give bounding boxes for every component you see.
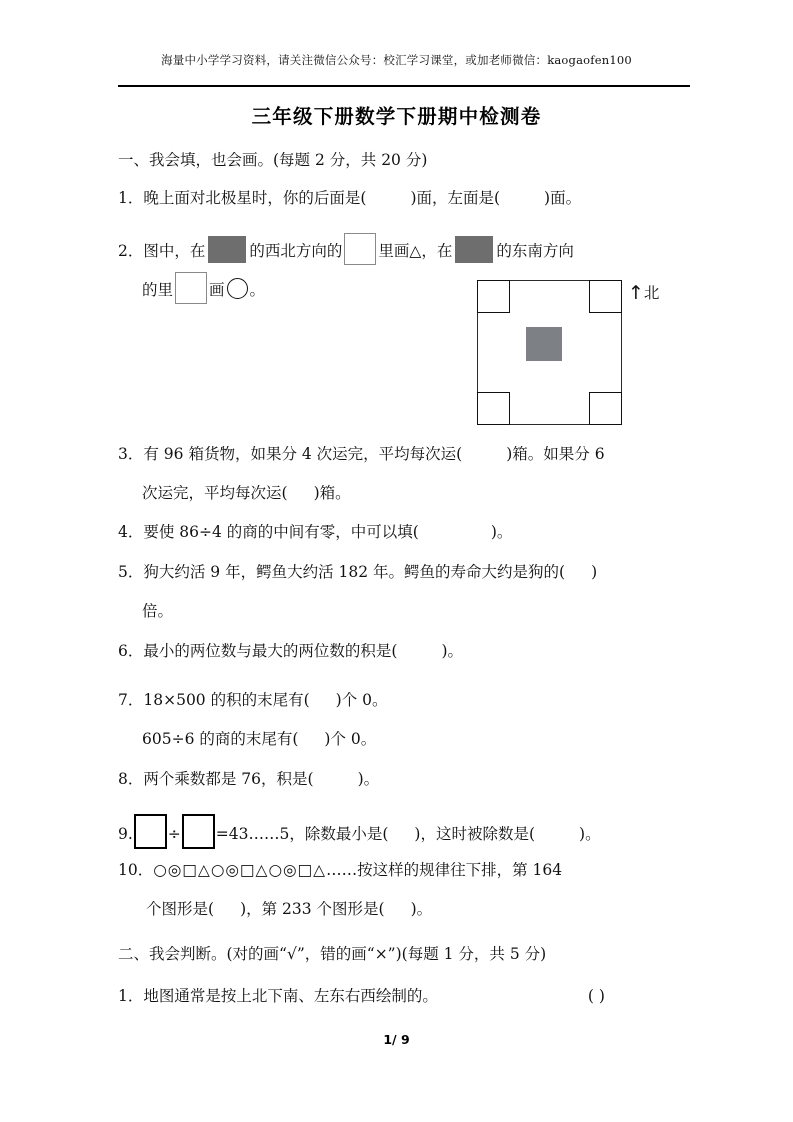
- answer-box-divisor[interactable]: [182, 814, 215, 849]
- section-2-question-1-text: 地图通常是按上北下南、左东右西绘制的。: [143, 987, 438, 1005]
- north-arrow-icon: ↑: [628, 282, 644, 304]
- question-4-number: 4．: [118, 523, 144, 541]
- circle-shape-icon: [227, 278, 248, 299]
- question-5-number: 5．: [118, 563, 144, 581]
- diagram-center-gray-square: [526, 327, 562, 361]
- question-2-number: 2．: [118, 242, 144, 260]
- question-1-number: 1．: [118, 189, 144, 207]
- question-7-text-a: 18×500 的积的末尾有(: [143, 691, 310, 709]
- question-2-text-b: 的西北方向的: [249, 242, 343, 260]
- section-2-question-1: [118, 986, 693, 1006]
- north-label: 北: [643, 284, 660, 302]
- answer-box-dividend[interactable]: [134, 814, 167, 849]
- question-3-text-c: 次运完，平均每次运(: [142, 484, 288, 502]
- question-3-number: 3．: [118, 445, 144, 463]
- blank-square-inline-2[interactable]: [175, 272, 207, 304]
- diagram-corner-top-left[interactable]: [477, 280, 510, 313]
- question-3-text-a: 有 96 箱货物，如果分 4 次运完，平均每次运(: [143, 445, 463, 463]
- question-4-text-b: )。: [490, 523, 513, 541]
- question-8-number: 8．: [118, 770, 144, 788]
- question-7-line-1: [118, 690, 693, 710]
- blank-square-inline-1[interactable]: [344, 233, 376, 265]
- question-5-line-2: [118, 601, 693, 621]
- question-8-text-a: 两个乘数都是 76，积是(: [143, 770, 314, 788]
- diagram-corner-bottom-right[interactable]: [589, 392, 622, 425]
- section-2-question-1-number: 1．: [118, 987, 144, 1005]
- question-7-text-b: )个 0。: [335, 691, 388, 709]
- gray-square-inline-1: [208, 236, 246, 263]
- question-10-line-2: [118, 899, 693, 919]
- diagram-corner-bottom-left[interactable]: [477, 392, 510, 425]
- question-5-text-c: 倍。: [142, 602, 174, 620]
- question-10-text-d: )。: [410, 900, 433, 918]
- question-8-text-b: )。: [357, 770, 380, 788]
- north-indicator: [628, 281, 659, 303]
- question-10-pattern: ○◎□△○◎□△○◎□△: [153, 861, 327, 879]
- division-operator: ÷: [167, 825, 181, 843]
- question-9-text-c: )。: [579, 825, 601, 843]
- question-10-line-1: [118, 860, 693, 880]
- section-1-heading: 一、我会填，也会画。(每题 2 分，共 20 分): [118, 151, 428, 169]
- question-1-text-b: )面，左面是(: [410, 189, 501, 207]
- gray-square-inline-2: [455, 236, 493, 263]
- watermark-header: 海量中小学学习资料，请关注微信公众号：校汇学习课堂，或加老师微信：kaogaofen100: [161, 53, 632, 67]
- page-title: 三年级下册数学下册期中检测卷: [251, 105, 542, 128]
- question-10-text-c: )，第 233 个图形是(: [240, 900, 385, 918]
- direction-diagram: [477, 280, 622, 425]
- question-9: [118, 814, 693, 849]
- question-2-text-g: 。: [249, 281, 266, 299]
- question-6-number: 6．: [118, 642, 144, 660]
- question-5-text-b: ): [591, 563, 598, 581]
- question-7-line-2: [118, 729, 693, 749]
- question-3-text-b: )箱。如果分 6: [506, 445, 605, 463]
- question-4: [118, 522, 693, 542]
- question-2-text-f: 画: [209, 281, 225, 299]
- question-10-text-b: 个图形是(: [146, 900, 215, 918]
- question-7-number: 7．: [118, 691, 144, 709]
- diagram-corner-top-right[interactable]: [589, 280, 622, 313]
- question-3-line-2: [118, 483, 693, 503]
- question-2-line-1: [118, 233, 693, 265]
- question-6: [118, 641, 693, 661]
- section-2-question-1-answer[interactable]: ( ): [587, 987, 605, 1005]
- question-5-text-a: 狗大约活 9 年，鳄鱼大约活 182 年。鳄鱼的寿命大约是狗的(: [143, 563, 566, 581]
- question-6-text-b: )。: [441, 642, 463, 660]
- question-10-number: 10．: [118, 861, 154, 879]
- question-5-line-1: [118, 562, 693, 582]
- question-4-text-a: 要使 86÷4 的商的中间有零，中可以填(: [143, 523, 419, 541]
- question-2-text-a: 图中，在: [143, 242, 206, 260]
- question-9-text-a: =43……5，除数最小是(: [215, 825, 389, 843]
- page-number-footer: 1/ 9: [383, 1032, 410, 1047]
- question-8: [118, 769, 693, 789]
- question-9-number: 9.: [118, 825, 133, 843]
- question-1: [118, 188, 693, 208]
- header-divider: [118, 85, 690, 87]
- question-3-text-d: )箱。: [313, 484, 351, 502]
- question-1-text-a: 晚上面对北极星时，你的后面是(: [143, 189, 367, 207]
- section-2-heading: 二、我会判断。(对的画“√”，错的画“×”)(每题 1 分，共 5 分): [118, 945, 547, 963]
- question-7-text-d: )个 0。: [324, 730, 377, 748]
- question-7-text-c: 605÷6 的商的末尾有(: [142, 730, 299, 748]
- question-6-text-a: 最小的两位数与最大的两位数的积是(: [143, 642, 398, 660]
- question-1-text-c: )面。: [544, 189, 582, 207]
- question-3-line-1: [118, 444, 693, 464]
- question-2-text-e: 的里: [142, 281, 174, 299]
- question-2-text-d: 的东南方向: [496, 242, 574, 260]
- question-2-text-c: 里画△，在: [378, 242, 453, 260]
- question-10-text-a: ……按这样的规律往下排，第 164: [326, 861, 563, 879]
- question-9-text-b: )，这时被除数是(: [414, 825, 536, 843]
